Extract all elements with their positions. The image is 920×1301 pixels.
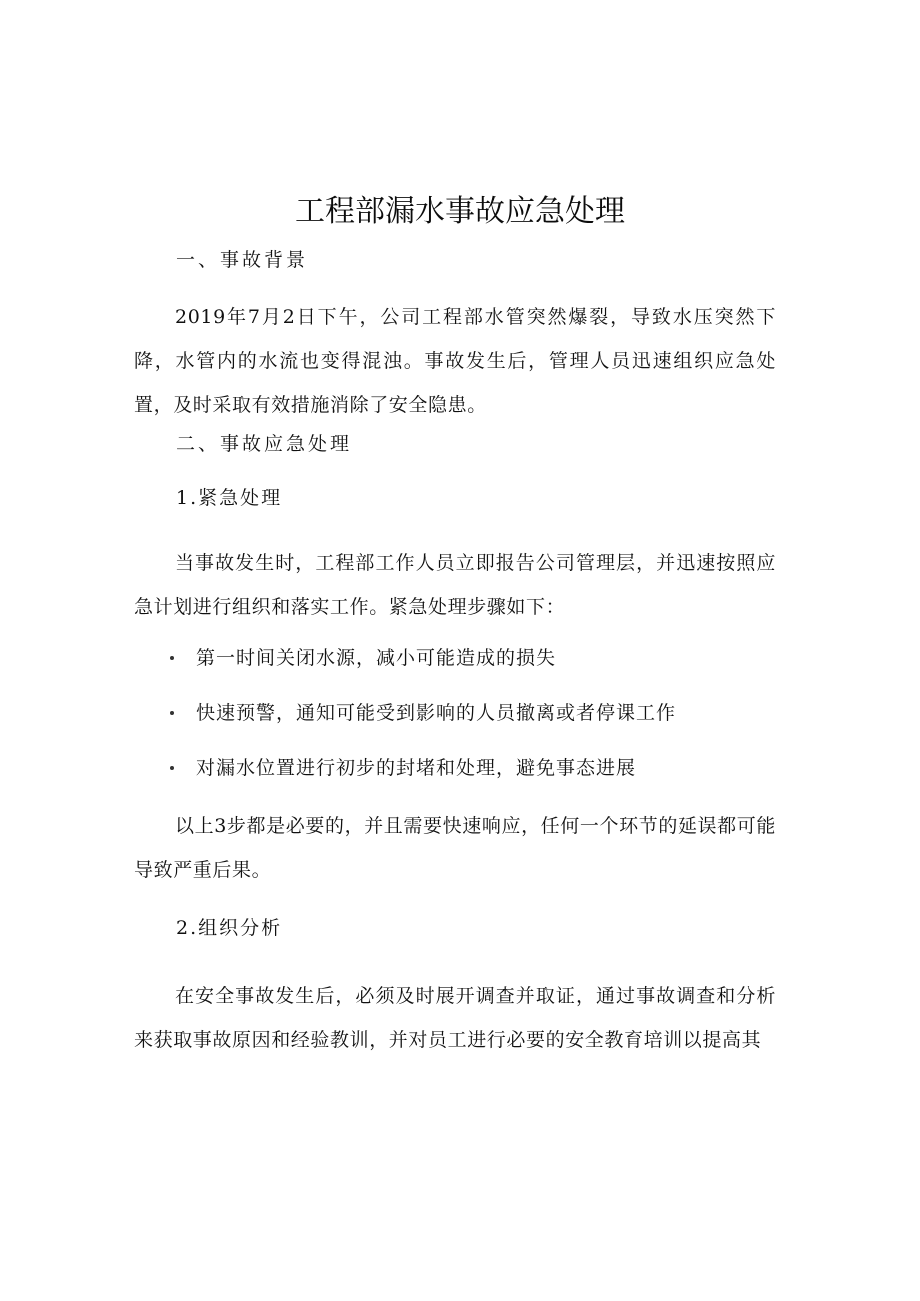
urgent-handling-summary: 以上3步都是必要的，并且需要快速响应，任何一个环节的延误都可能导致严重后果。 — [134, 815, 776, 881]
organization-analysis-paragraph: 在安全事故发生后，必须及时展开调查并取证，通过事故调查和分析来获取事故原因和经验教训，并对员工进行必要的安全教育培训以提高其 — [134, 985, 776, 1051]
bullet-icon — [170, 656, 174, 660]
list-item-text: 第一时间关闭水源，减小可能造成的损失 — [196, 647, 557, 669]
section-heading-background: 一、事故背景 — [176, 249, 309, 271]
urgent-steps-list — [170, 640, 676, 805]
list-item — [170, 695, 676, 750]
subsection-heading-organization-analysis: 2.组织分析 — [176, 917, 283, 939]
bullet-icon — [170, 766, 174, 770]
section-heading-emergency-handling: 二、事故应急处理 — [176, 433, 353, 455]
document-title: 工程部漏水事故应急处理 — [295, 194, 625, 229]
list-item — [170, 640, 676, 695]
urgent-handling-intro: 当事故发生时，工程部工作人员立即报告公司管理层，并迅速按照应急计划进行组织和落实工作。紧急处理步骤如下： — [134, 552, 776, 618]
bullet-icon — [170, 711, 174, 715]
background-paragraph: 2019年7月2日下午，公司工程部水管突然爆裂，导致水压突然下降，水管内的水流也变得混浊。事故发生后，管理人员迅速组织应急处置，及时采取有效措施消除了安全隐患。 — [134, 306, 776, 416]
list-item-text: 快速预警，通知可能受到影响的人员撤离或者停课工作 — [196, 702, 677, 724]
list-item-text: 对漏水位置进行初步的封堵和处理，避免事态进展 — [196, 757, 637, 779]
list-item — [170, 750, 676, 805]
subsection-heading-urgent-handling: 1.紧急处理 — [176, 487, 283, 509]
